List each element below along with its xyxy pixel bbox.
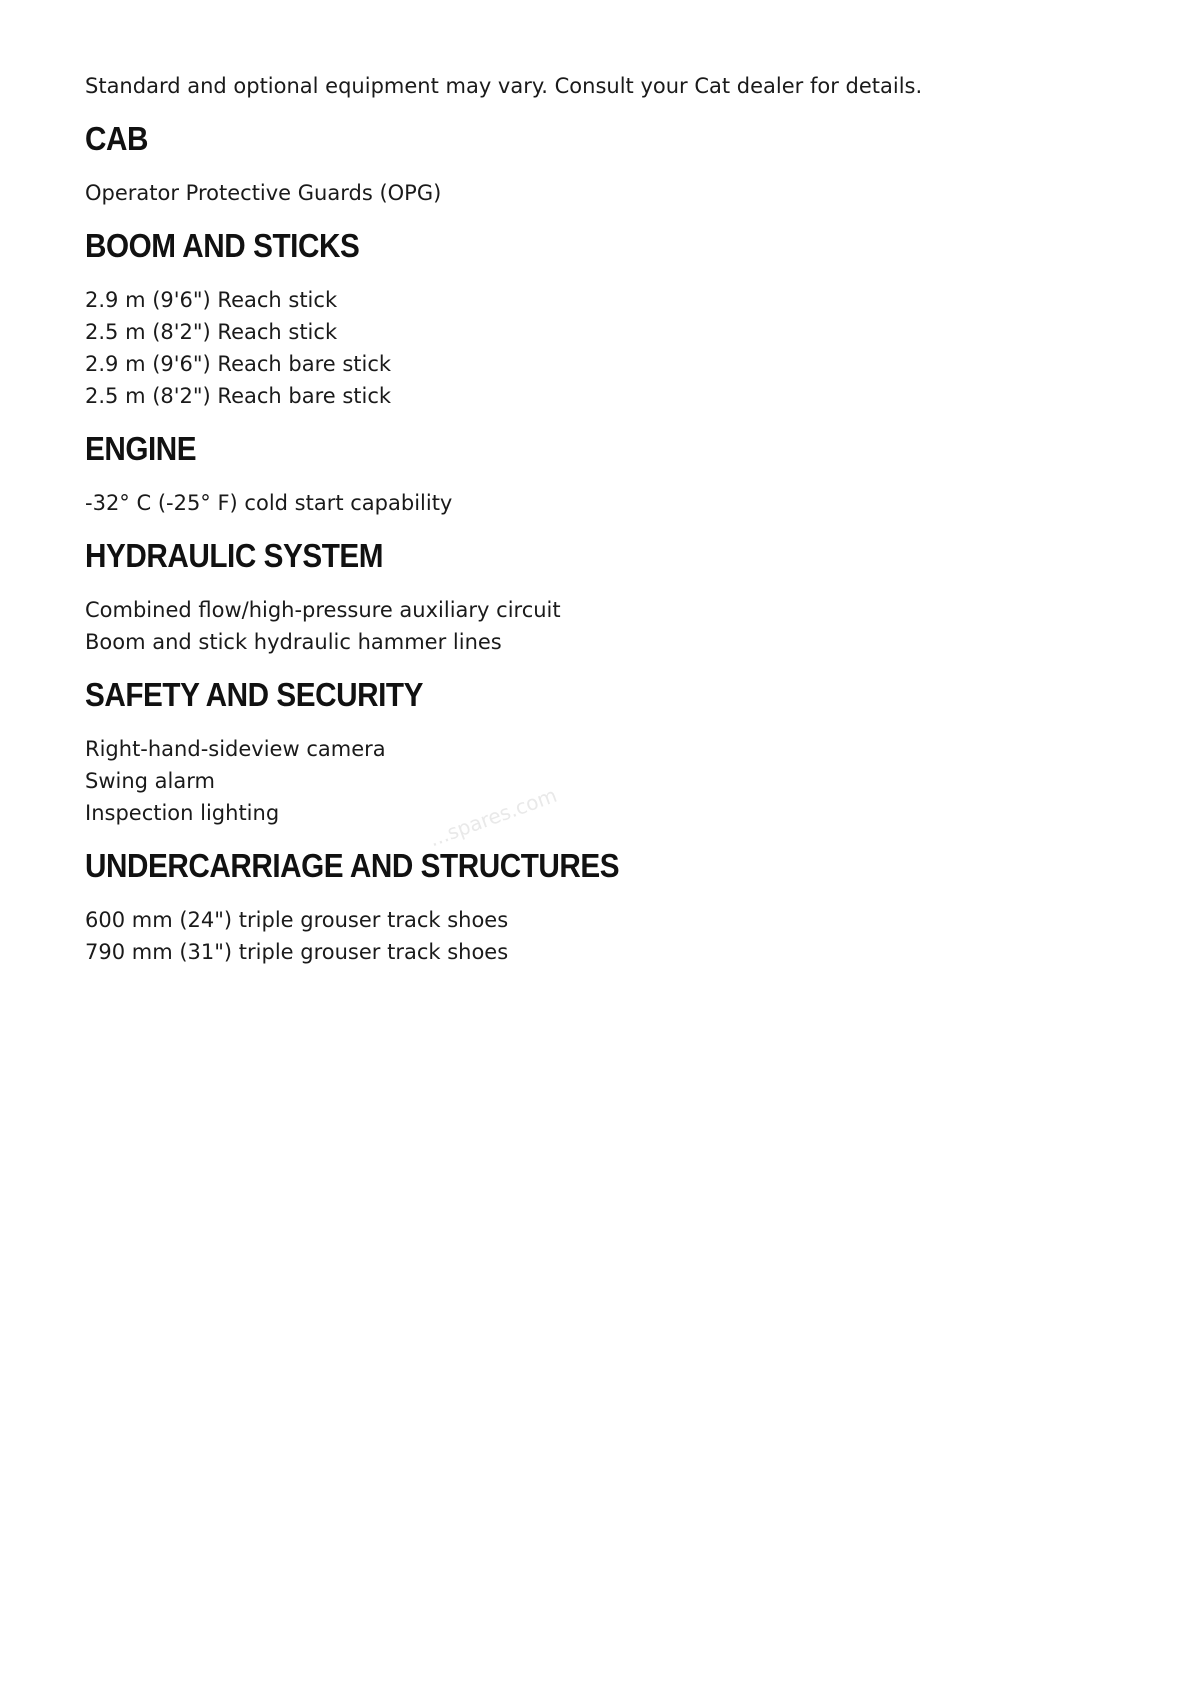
item-list (85, 177, 1115, 209)
section-hydraulic-system (85, 536, 1115, 658)
intro-note: Standard and optional equipment may vary. Consult your Cat dealer for details. (85, 74, 923, 98)
list-item: 2.9 m (9'6") Reach bare stick (85, 352, 392, 376)
list-item: Swing alarm (85, 769, 215, 793)
list-item: 790 mm (31") triple grouser track shoes (85, 940, 509, 964)
section-cab (85, 119, 1115, 209)
list-item: 2.5 m (8'2") Reach stick (85, 320, 338, 344)
list-item: Combined flow/high-pressure auxiliary circuit (85, 598, 561, 622)
list-item: 2.5 m (8'2") Reach bare stick (85, 384, 392, 408)
list-item: Boom and stick hydraulic hammer lines (85, 630, 502, 654)
section-undercarriage-and-structures (85, 846, 1115, 968)
list-item: Right-hand-sideview camera (85, 737, 386, 761)
item-list (85, 284, 1115, 412)
watermark: ...spares.com (425, 782, 561, 852)
section-engine (85, 429, 1115, 519)
item-list (85, 594, 1115, 658)
section-heading: SAFETY AND SECURITY (85, 676, 423, 713)
list-item: 2.9 m (9'6") Reach stick (85, 288, 338, 312)
item-list (85, 904, 1115, 968)
list-item: Operator Protective Guards (OPG) (85, 181, 442, 205)
item-list (85, 487, 1115, 519)
section-heading: UNDERCARRIAGE AND STRUCTURES (85, 847, 620, 884)
list-item: Inspection lighting (85, 801, 280, 825)
section-heading: BOOM AND STICKS (85, 227, 360, 264)
section-heading: HYDRAULIC SYSTEM (85, 537, 384, 574)
list-item: 600 mm (24") triple grouser track shoes (85, 908, 509, 932)
item-list (85, 733, 1115, 829)
list-item: -32° C (-25° F) cold start capability (85, 491, 453, 515)
section-safety-and-security (85, 675, 1115, 829)
section-boom-and-sticks (85, 226, 1115, 412)
section-heading: CAB (85, 120, 148, 157)
document-page (85, 70, 1115, 985)
section-heading: ENGINE (85, 430, 197, 467)
